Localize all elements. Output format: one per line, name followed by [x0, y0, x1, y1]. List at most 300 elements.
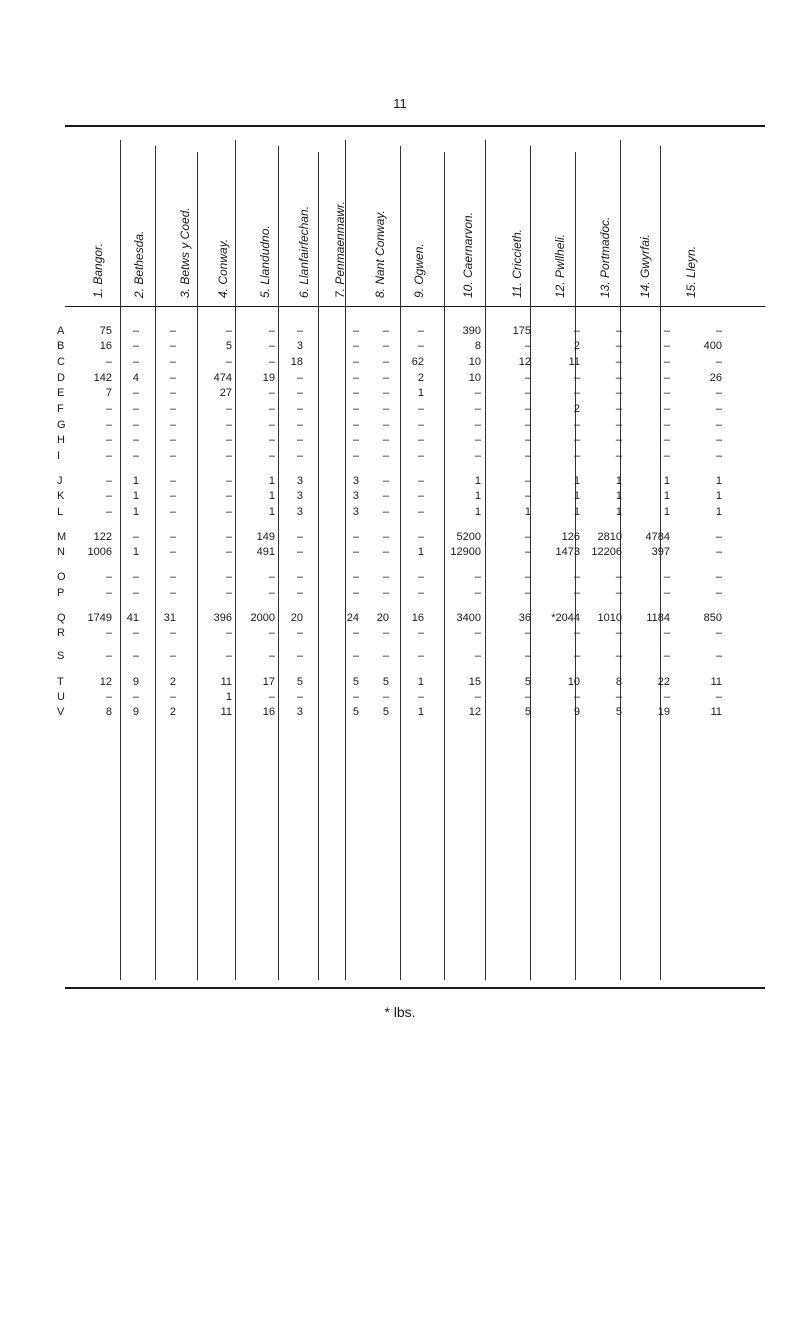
column-header: 14. Gwyrfai. [638, 233, 652, 298]
table-cell: 400 [703, 340, 722, 352]
table-cell: – [296, 531, 303, 543]
row-label: V [57, 706, 65, 718]
column-divider [278, 146, 279, 980]
table-cell: 2 [169, 676, 176, 688]
table-cell: 19 [657, 706, 670, 718]
table-cell: 122 [93, 531, 112, 543]
table-cell: – [225, 627, 232, 639]
table-cell: – [268, 356, 275, 368]
table-cell: – [573, 387, 580, 399]
table-cell: – [132, 419, 139, 431]
table-cell: 1473 [555, 546, 580, 558]
table-cell: – [105, 434, 112, 446]
table-cell: 2 [169, 706, 176, 718]
table-cell: – [169, 627, 176, 639]
table-cell: – [663, 325, 670, 337]
table-cell: 1006 [87, 546, 112, 558]
table-cell: 5 [352, 706, 359, 718]
table-cell: 1 [524, 506, 531, 518]
table-cell: 27 [219, 387, 232, 399]
table-cell: – [417, 650, 424, 662]
table-cell: – [382, 506, 389, 518]
table-cell: – [663, 387, 670, 399]
table-cell: – [268, 571, 275, 583]
table-cell: – [169, 450, 176, 462]
column-header: 5. Llandudno. [258, 225, 272, 298]
table-cell: – [296, 403, 303, 415]
table-cell: 5 [382, 676, 389, 688]
table-cell: – [296, 691, 303, 703]
table-cell: 8 [615, 676, 622, 688]
table-cell: – [715, 419, 722, 431]
table-cell: 1 [268, 506, 275, 518]
table-cell: 1 [417, 676, 424, 688]
table-cell: 10 [468, 356, 481, 368]
table-cell: – [169, 475, 176, 487]
table-cell: – [474, 387, 481, 399]
table-cell: 491 [256, 546, 275, 558]
table-cell: – [268, 691, 275, 703]
table-cell: – [225, 403, 232, 415]
table-cell: 12 [99, 676, 112, 688]
table-cell: – [615, 587, 622, 599]
table-cell: 1 [417, 387, 424, 399]
column-header: 10. Caernarvon. [461, 211, 475, 298]
table-cell: – [382, 627, 389, 639]
table-cell: – [268, 340, 275, 352]
table-bottom-rule [65, 987, 765, 989]
table-cell: 1 [715, 506, 722, 518]
table-cell: – [524, 387, 531, 399]
table-cell: – [132, 356, 139, 368]
table-cell: – [417, 531, 424, 543]
table-cell: – [169, 387, 176, 399]
table-cell: – [225, 490, 232, 502]
table-cell: – [417, 587, 424, 599]
table-cell: *2044 [551, 612, 580, 624]
table-cell: 12206 [591, 546, 622, 558]
table-cell: – [715, 531, 722, 543]
table-cell: 1749 [87, 612, 112, 624]
table-cell: 22 [657, 676, 670, 688]
table-cell: – [352, 403, 359, 415]
table-cell: – [296, 627, 303, 639]
table-cell: 3 [296, 706, 303, 718]
table-cell: – [663, 571, 670, 583]
column-header: 4. Conway. [216, 238, 230, 298]
table-cell: – [132, 531, 139, 543]
row-label: T [57, 676, 64, 688]
table-cell: – [132, 387, 139, 399]
table-cell: – [663, 691, 670, 703]
table-cell: 16 [411, 612, 424, 624]
table-cell: – [417, 419, 424, 431]
row-label: K [57, 490, 65, 502]
table-cell: – [715, 627, 722, 639]
table-cell: 1 [268, 475, 275, 487]
table-cell: 9 [573, 706, 580, 718]
table-cell: – [169, 546, 176, 558]
row-label: I [57, 450, 61, 462]
table-cell: – [268, 627, 275, 639]
table-cell: – [663, 450, 670, 462]
table-cell: – [524, 475, 531, 487]
table-top-rule [65, 125, 765, 127]
table-cell: – [715, 450, 722, 462]
table-cell: 1 [573, 490, 580, 502]
table-cell: – [268, 450, 275, 462]
row-label: P [57, 587, 65, 599]
table-cell: – [417, 325, 424, 337]
row-label: E [57, 387, 65, 399]
row-label: B [57, 340, 65, 352]
table-cell: 36 [518, 612, 531, 624]
table-cell: – [573, 434, 580, 446]
table-cell: – [225, 419, 232, 431]
table-cell: 396 [213, 612, 232, 624]
table-cell: 1 [615, 475, 622, 487]
table-cell: 149 [256, 531, 275, 543]
table-cell: – [573, 571, 580, 583]
table-cell: – [296, 372, 303, 384]
table-cell: – [663, 627, 670, 639]
row-label: A [57, 325, 65, 337]
table-cell: – [524, 531, 531, 543]
table-cell: – [615, 434, 622, 446]
table-cell: – [663, 434, 670, 446]
table-cell: – [352, 356, 359, 368]
table-cell: – [382, 340, 389, 352]
column-divider [197, 152, 198, 980]
table-cell: – [524, 627, 531, 639]
table-cell: – [417, 340, 424, 352]
table-cell: 17 [262, 676, 275, 688]
column-header: 15. Lleyn. [684, 245, 698, 298]
table-cell: 1 [417, 706, 424, 718]
table-cell: 3 [352, 506, 359, 518]
table-cell: – [169, 490, 176, 502]
row-label: M [57, 531, 67, 543]
table-cell: – [225, 325, 232, 337]
table-cell: 1 [573, 475, 580, 487]
table-cell: 41 [126, 612, 139, 624]
table-cell: – [225, 587, 232, 599]
table-cell: – [524, 691, 531, 703]
table-cell: – [615, 419, 622, 431]
table-cell: 19 [262, 372, 275, 384]
table-cell: 142 [93, 372, 112, 384]
table-cell: – [352, 546, 359, 558]
table-cell: – [132, 403, 139, 415]
table-cell: – [169, 325, 176, 337]
table-cell: 8 [474, 340, 481, 352]
table-cell: 62 [411, 356, 424, 368]
column-header: 3. Betws y Coed. [178, 207, 192, 298]
table-cell: – [615, 372, 622, 384]
table-cell: – [352, 571, 359, 583]
table-cell: – [105, 403, 112, 415]
table-cell: 1 [663, 490, 670, 502]
table-cell: 3 [352, 475, 359, 487]
table-cell: 1010 [597, 612, 622, 624]
column-header: 7. Penmaenmawr. [333, 201, 347, 298]
row-label: U [57, 691, 65, 703]
table-cell: – [715, 325, 722, 337]
table-cell: – [417, 571, 424, 583]
table-cell: 1 [417, 546, 424, 558]
column-divider [235, 140, 236, 980]
table-cell: – [169, 587, 176, 599]
table-cell: – [169, 403, 176, 415]
table-cell: – [169, 356, 176, 368]
table-cell: – [132, 450, 139, 462]
table-cell: 3400 [456, 612, 481, 624]
table-cell: – [105, 450, 112, 462]
table-cell: – [524, 490, 531, 502]
table-cell: 11 [710, 706, 722, 718]
column-header: 13. Portmadoc. [598, 216, 612, 298]
table-cell: – [382, 372, 389, 384]
table-cell: 20 [290, 612, 303, 624]
table-cell: 1 [663, 506, 670, 518]
row-label: G [57, 419, 66, 431]
table-cell: 2 [573, 340, 580, 352]
table-cell: – [715, 587, 722, 599]
table-cell: – [524, 587, 531, 599]
table-cell: 2000 [250, 612, 275, 624]
table-cell: 175 [512, 325, 531, 337]
table-cell: 2810 [597, 531, 622, 543]
table-cell: – [474, 650, 481, 662]
table-cell: 15 [468, 676, 481, 688]
table-cell: – [615, 450, 622, 462]
table-cell: – [352, 419, 359, 431]
table-cell: – [573, 325, 580, 337]
table-cell: 4 [132, 372, 139, 384]
table-cell: 1 [615, 506, 622, 518]
table-cell: – [296, 571, 303, 583]
table-cell: – [132, 587, 139, 599]
row-label: C [57, 356, 65, 368]
table-cell: 11 [220, 676, 232, 688]
table-cell: 1 [615, 490, 622, 502]
column-header: 11. Criccieth. [510, 228, 524, 298]
table-cell: – [225, 356, 232, 368]
table-cell: – [615, 571, 622, 583]
column-divider [485, 140, 486, 980]
table-cell: – [474, 571, 481, 583]
column-divider [120, 140, 121, 980]
table-cell: – [296, 650, 303, 662]
table-cell: – [132, 571, 139, 583]
table-cell: – [474, 450, 481, 462]
table-cell: 2 [417, 372, 424, 384]
table-cell: 1 [474, 475, 481, 487]
table-cell: – [352, 627, 359, 639]
table-cell: 3 [296, 506, 303, 518]
table-cell: 7 [105, 387, 112, 399]
table-cell: – [524, 650, 531, 662]
table-cell: – [615, 325, 622, 337]
table-cell: – [105, 419, 112, 431]
table-cell: – [663, 419, 670, 431]
table-cell: 20 [376, 612, 389, 624]
table-cell: – [169, 506, 176, 518]
table-cell: – [352, 531, 359, 543]
table-cell: – [524, 372, 531, 384]
column-divider [155, 146, 156, 980]
table-cell: 3 [296, 475, 303, 487]
column-header: 6. Llanfairfechan. [297, 205, 311, 298]
table-cell: 1 [225, 691, 232, 703]
table-cell: – [524, 403, 531, 415]
table-cell: – [715, 387, 722, 399]
table-cell: – [663, 356, 670, 368]
table-cell: – [132, 325, 139, 337]
table-cell: – [169, 691, 176, 703]
table-cell: 11 [710, 676, 722, 688]
table-cell: 474 [213, 372, 232, 384]
table-cell: 5 [352, 676, 359, 688]
row-label: D [57, 372, 65, 384]
table-cell: – [573, 450, 580, 462]
table-cell: – [382, 531, 389, 543]
table-cell: 1 [715, 490, 722, 502]
table-cell: – [474, 434, 481, 446]
table-cell: – [382, 475, 389, 487]
table-cell: 1 [268, 490, 275, 502]
table-cell: – [615, 340, 622, 352]
table-cell: – [105, 587, 112, 599]
table-cell: – [268, 587, 275, 599]
table-cell: 3 [296, 490, 303, 502]
table-cell: 31 [163, 612, 176, 624]
table-cell: – [268, 650, 275, 662]
table-cell: – [225, 475, 232, 487]
table-cell: 12 [468, 706, 481, 718]
table-cell: – [382, 387, 389, 399]
table-cell: – [663, 587, 670, 599]
table-cell: 1 [132, 546, 139, 558]
table-cell: – [715, 356, 722, 368]
table-cell: – [573, 627, 580, 639]
column-header: 12. Pwllheli. [553, 233, 567, 298]
table-cell: – [169, 571, 176, 583]
column-divider [575, 152, 576, 980]
footnote: * lbs. [384, 1004, 416, 1020]
table-cell: – [352, 340, 359, 352]
table-cell: 12900 [450, 546, 481, 558]
table-cell: 75 [99, 325, 112, 337]
table-cell: – [225, 531, 232, 543]
table-cell: – [573, 691, 580, 703]
table-cell: – [417, 450, 424, 462]
table-cell: 4784 [645, 531, 670, 543]
table-cell: – [105, 691, 112, 703]
table-cell: 16 [99, 340, 112, 352]
table-cell: – [268, 419, 275, 431]
table-cell: 24 [346, 612, 359, 624]
table-cell: – [352, 691, 359, 703]
table-cell: – [169, 650, 176, 662]
table-cell: 1 [715, 475, 722, 487]
table-cell: – [417, 403, 424, 415]
table-cell: – [615, 356, 622, 368]
column-header: 9. Ogwen. [412, 243, 426, 298]
table-cell: – [268, 325, 275, 337]
table-cell: 5 [615, 706, 622, 718]
table-cell: 9 [132, 706, 139, 718]
row-label: L [57, 506, 64, 518]
table-cell: – [352, 325, 359, 337]
table-cell: – [663, 650, 670, 662]
table-cell: – [132, 434, 139, 446]
table-cell: – [296, 587, 303, 599]
table-cell: – [715, 691, 722, 703]
table-cell: – [417, 475, 424, 487]
table-cell: – [615, 627, 622, 639]
table-cell: – [268, 403, 275, 415]
table-cell: – [417, 627, 424, 639]
row-label: H [57, 434, 65, 446]
table-cell: – [715, 650, 722, 662]
table-cell: – [715, 571, 722, 583]
column-divider [620, 140, 621, 980]
table-cell: – [615, 403, 622, 415]
table-cell: – [524, 340, 531, 352]
table-cell: 18 [290, 356, 303, 368]
table-cell: 390 [462, 325, 481, 337]
table-cell: 397 [651, 546, 670, 558]
table-cell: 10 [468, 372, 481, 384]
table-cell: – [382, 434, 389, 446]
table-cell: – [169, 372, 176, 384]
table-cell: – [474, 403, 481, 415]
table-cell: – [382, 587, 389, 599]
table-cell: – [382, 403, 389, 415]
table-cell: – [296, 450, 303, 462]
table-cell: 1 [573, 506, 580, 518]
table-cell: – [715, 546, 722, 558]
row-label: N [57, 546, 65, 558]
table-cell: – [105, 571, 112, 583]
table-cell: – [268, 434, 275, 446]
table-cell: – [225, 571, 232, 583]
table-cell: 5200 [456, 531, 481, 543]
table-cell: – [524, 546, 531, 558]
column-divider [444, 152, 445, 980]
table-cell: – [132, 627, 139, 639]
table-cell: 1 [474, 490, 481, 502]
column-header: 1. Bangor. [91, 243, 105, 298]
table-cell: – [382, 419, 389, 431]
table-cell: – [663, 372, 670, 384]
table-cell: – [417, 434, 424, 446]
table-cell: – [474, 419, 481, 431]
table-cell: 126 [561, 531, 580, 543]
table-cell: – [417, 506, 424, 518]
table-cell: – [417, 490, 424, 502]
column-divider [318, 152, 319, 980]
table-cell: – [169, 340, 176, 352]
table-cell: 16 [262, 706, 275, 718]
table-cell: 1 [132, 506, 139, 518]
table-cell: – [573, 650, 580, 662]
table-cell: – [169, 531, 176, 543]
table-cell: 1 [132, 475, 139, 487]
table-cell: – [382, 356, 389, 368]
table-cell: – [352, 587, 359, 599]
